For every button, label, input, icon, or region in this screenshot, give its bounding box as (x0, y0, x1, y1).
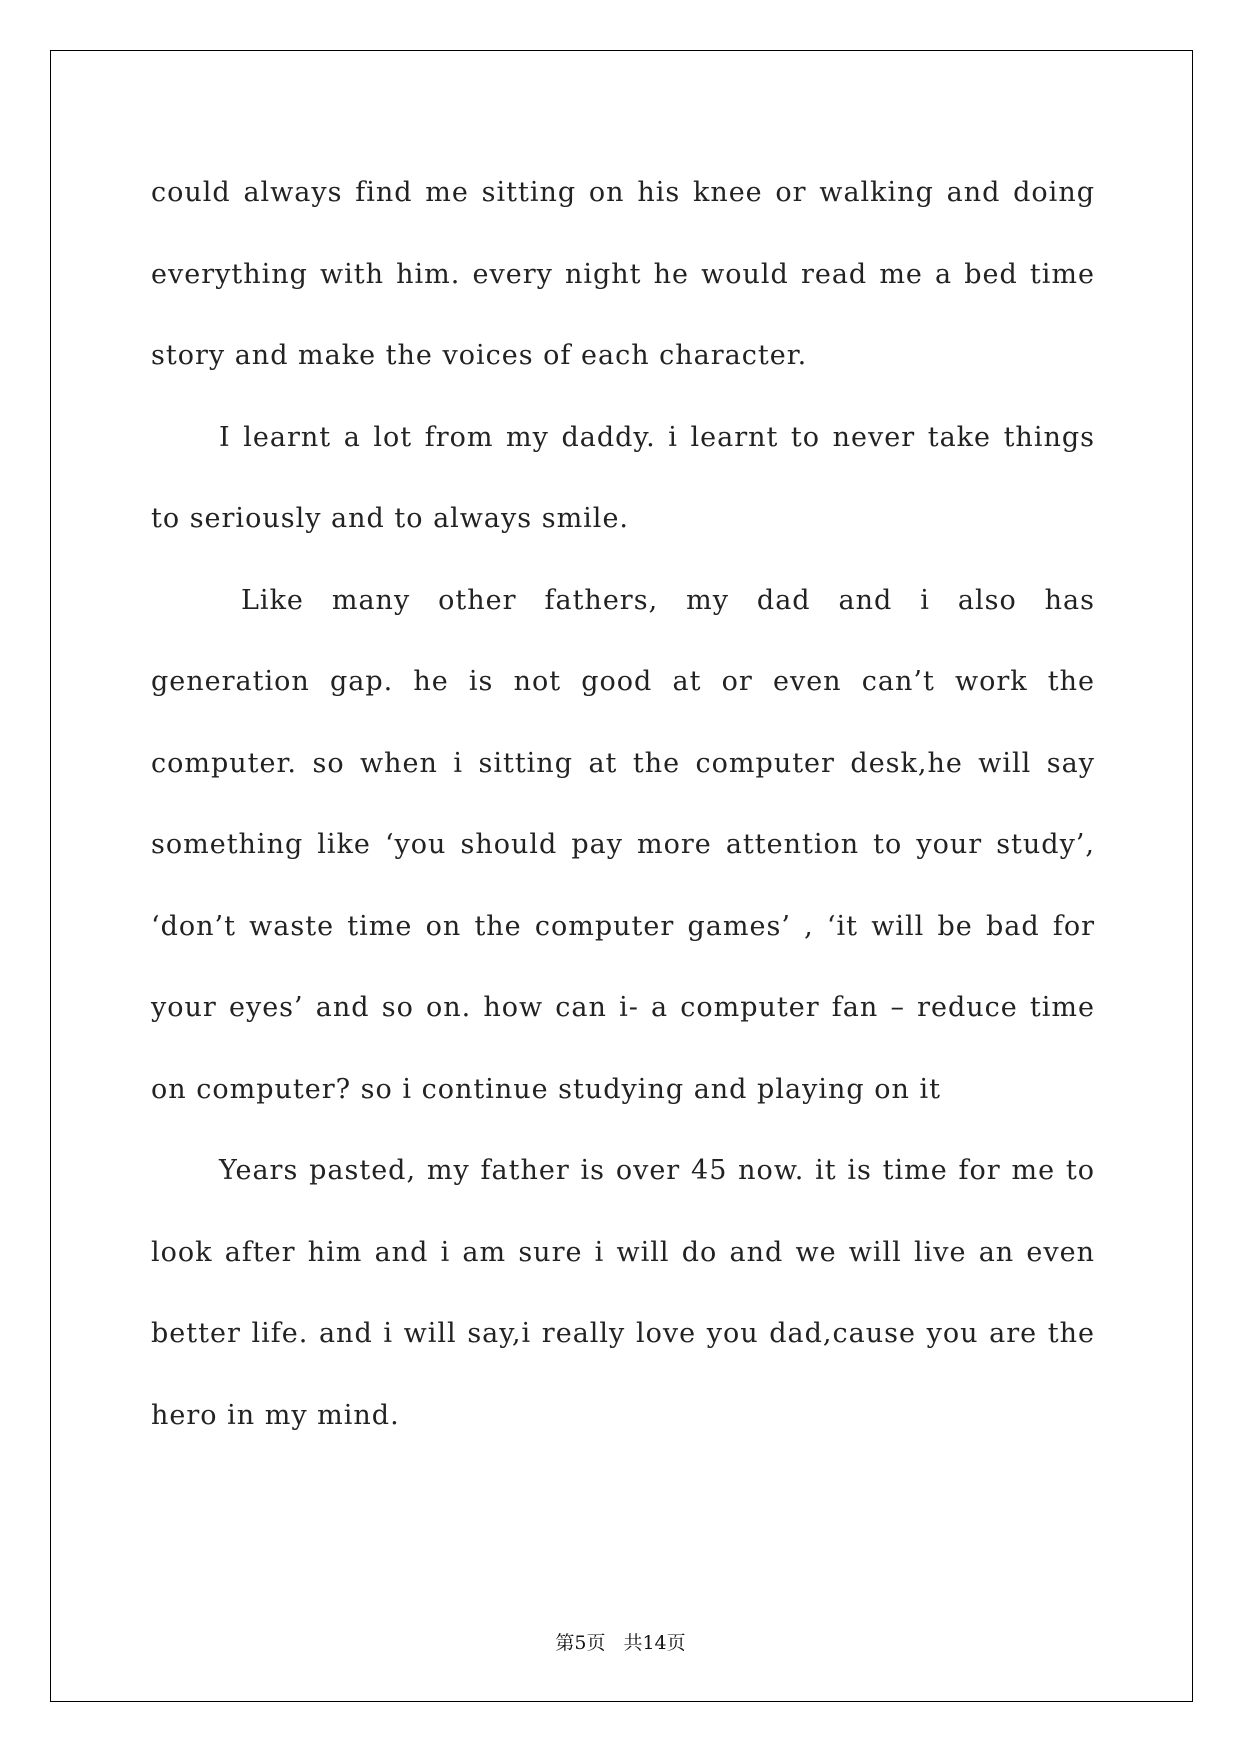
page-footer (0, 1628, 1241, 1655)
paragraph-4: Years pasted, my father is over 45 now. it is time for me to look after him and i am sure i will do and we will live an even better life. and i will say,i really love you dad,cause you are the hero in my mind. (151, 1155, 1095, 1431)
paragraph-2: I learnt a lot from my daddy. i learnt to never take things to seriously and to always smile. (151, 421, 1095, 534)
page-number: 第5页 (555, 1632, 606, 1654)
page-total: 共14页 (623, 1632, 686, 1654)
paragraph-1: could always find me sitting on his knee or walking and doing everything with him. every night he would read me a bed time story and make the voices of each character. (151, 177, 1095, 371)
document-body (151, 152, 1095, 1456)
paragraph-3: Like many other fathers, my dad and i also has generation gap. he is not good at or even can’t work the computer. so when i sitting at the computer desk,he will say something like ‘you should pay more attention to your study’, ‘don’t waste time on the computer games’ , ‘it will be bad for your eyes’ and so on. how can i- a computer fan – reduce time on computer? so i continue studying and playing on it (151, 584, 1095, 1105)
